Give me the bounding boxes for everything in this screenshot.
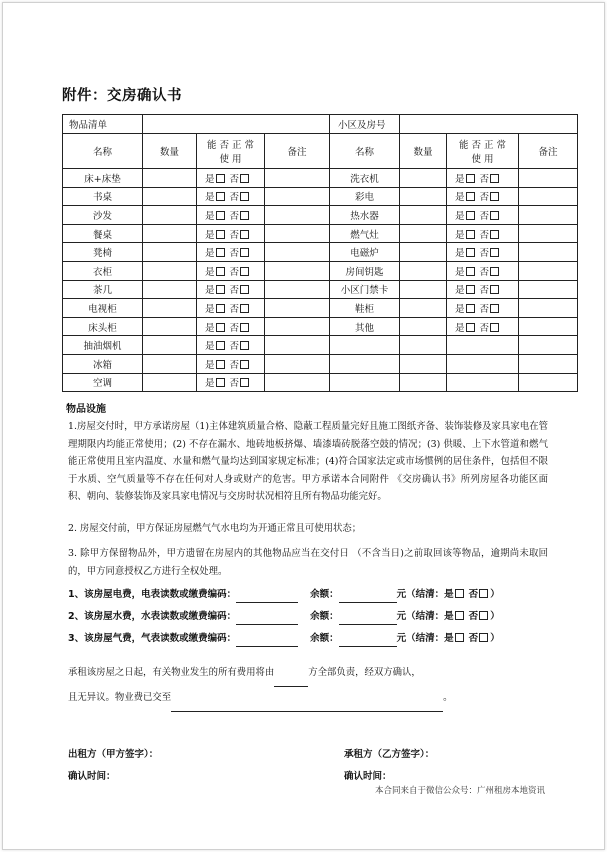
no-label: 否 bbox=[468, 611, 479, 622]
right-usable-5 bbox=[447, 261, 519, 280]
item-name-left: 床头柜 bbox=[63, 317, 143, 336]
yes-checkbox[interactable] bbox=[216, 285, 225, 294]
yes-label: 是 bbox=[455, 322, 465, 334]
item-name-right bbox=[330, 336, 400, 355]
table-row bbox=[63, 280, 578, 299]
right-usable-6 bbox=[447, 280, 519, 299]
remark-right[interactable] bbox=[519, 224, 578, 243]
left-usable-9 bbox=[197, 336, 265, 355]
item-name-right: 房间钥匙 bbox=[330, 261, 400, 280]
header-remark: 备注 bbox=[265, 134, 330, 169]
remark-right[interactable] bbox=[519, 280, 578, 299]
no-label: 否 bbox=[229, 378, 240, 390]
yes-checkbox[interactable] bbox=[455, 633, 464, 642]
table-row bbox=[63, 206, 578, 225]
table-row bbox=[63, 373, 578, 392]
yes-label: 是 bbox=[205, 341, 215, 353]
header-qty: 数量 bbox=[400, 134, 447, 169]
remark-right[interactable] bbox=[519, 317, 578, 336]
table-row bbox=[63, 224, 578, 243]
qty-left[interactable] bbox=[143, 280, 197, 299]
yes-checkbox[interactable] bbox=[216, 192, 225, 201]
yes-checkbox[interactable] bbox=[216, 230, 225, 239]
fee-label: 3、该房屋气费，气表读数或缴费编码： bbox=[68, 633, 237, 644]
yes-checkbox[interactable] bbox=[455, 611, 464, 620]
area-room-value[interactable] bbox=[400, 115, 578, 134]
no-label: 否 bbox=[229, 341, 240, 353]
area-room-label: 小区及房号 bbox=[330, 115, 400, 134]
no-checkbox[interactable] bbox=[479, 589, 488, 598]
no-label: 否 bbox=[229, 322, 240, 334]
section-title: 物品设施 bbox=[66, 404, 106, 415]
left-usable-3 bbox=[197, 224, 265, 243]
no-label: 否 bbox=[479, 266, 490, 278]
table-row bbox=[63, 336, 578, 355]
left-usable-8 bbox=[197, 317, 265, 336]
fee-line bbox=[68, 608, 568, 625]
left-usable-0 bbox=[197, 169, 265, 188]
qty-right[interactable] bbox=[400, 373, 447, 392]
remark-right[interactable] bbox=[519, 336, 578, 355]
no-checkbox[interactable] bbox=[490, 323, 499, 332]
settled-label: 元（结清： bbox=[396, 589, 445, 600]
close-paren: ） bbox=[490, 589, 500, 600]
item-name-right bbox=[330, 354, 400, 373]
no-label: 否 bbox=[229, 210, 240, 222]
remark-left[interactable] bbox=[265, 206, 330, 225]
no-checkbox[interactable] bbox=[240, 267, 249, 276]
yes-checkbox[interactable] bbox=[216, 211, 225, 220]
balance-label: 余额： bbox=[310, 611, 339, 622]
remark-right[interactable] bbox=[519, 187, 578, 206]
item-name-right: 其他 bbox=[330, 317, 400, 336]
qty-left[interactable] bbox=[143, 169, 197, 188]
yes-label: 是 bbox=[205, 192, 215, 204]
settled-label: 元（结清： bbox=[396, 633, 445, 644]
item-name-left: 衣柜 bbox=[63, 261, 143, 280]
no-label: 否 bbox=[229, 229, 240, 241]
yes-label: 是 bbox=[444, 633, 454, 644]
yes-label: 是 bbox=[455, 266, 465, 278]
no-checkbox[interactable] bbox=[240, 174, 249, 183]
no-label: 否 bbox=[479, 192, 490, 204]
meter-reading-field[interactable] bbox=[236, 591, 298, 603]
yes-label: 是 bbox=[205, 248, 215, 260]
remark-left[interactable] bbox=[265, 373, 330, 392]
right-usable-0 bbox=[447, 169, 519, 188]
right-usable-1 bbox=[447, 187, 519, 206]
remark-left[interactable] bbox=[265, 336, 330, 355]
remark-right[interactable] bbox=[519, 261, 578, 280]
remark-left[interactable] bbox=[265, 224, 330, 243]
no-checkbox[interactable] bbox=[479, 611, 488, 620]
item-name-left: 茶几 bbox=[63, 280, 143, 299]
item-name-left: 餐桌 bbox=[63, 224, 143, 243]
no-checkbox[interactable] bbox=[240, 378, 249, 387]
header-qty: 数量 bbox=[143, 134, 197, 169]
fee-label: 1、该房屋电费，电表读数或缴费编码： bbox=[68, 589, 237, 600]
remark-left[interactable] bbox=[265, 187, 330, 206]
yes-checkbox[interactable] bbox=[216, 248, 225, 257]
clause-2: 2. 房屋交付前，甲方保证房屋燃气气水电均为开通正常且可使用状态； bbox=[68, 523, 362, 534]
inventory-table bbox=[62, 114, 578, 392]
qty-left[interactable] bbox=[143, 317, 197, 336]
remark-left[interactable] bbox=[265, 317, 330, 336]
header-name: 名称 bbox=[63, 134, 143, 169]
left-usable-2 bbox=[197, 206, 265, 225]
right-usable-4 bbox=[447, 243, 519, 262]
meter-reading-field[interactable] bbox=[236, 635, 298, 647]
no-checkbox[interactable] bbox=[490, 230, 499, 239]
footer-source: 本合同来自于微信公众号：广州租房本地资讯 bbox=[374, 786, 545, 796]
yes-checkbox[interactable] bbox=[216, 378, 225, 387]
item-name-right: 小区门禁卡 bbox=[330, 280, 400, 299]
no-label: 否 bbox=[229, 359, 240, 371]
header-remark: 备注 bbox=[519, 134, 578, 169]
table-row bbox=[63, 317, 578, 336]
balance-field[interactable] bbox=[339, 613, 397, 625]
qty-right[interactable] bbox=[400, 169, 447, 188]
page-title: 附件：交房确认书 bbox=[62, 88, 182, 104]
item-name-left: 沙发 bbox=[63, 206, 143, 225]
remark-left[interactable] bbox=[265, 169, 330, 188]
settled-label: 元（结清： bbox=[396, 611, 445, 622]
yes-label: 是 bbox=[205, 173, 215, 185]
no-checkbox[interactable] bbox=[490, 192, 499, 201]
qty-right[interactable] bbox=[400, 354, 447, 373]
note-part1: 承租该房屋之日起，有关物业发生的所有费用将由 bbox=[68, 667, 275, 678]
yes-label: 是 bbox=[455, 303, 465, 315]
no-label: 否 bbox=[479, 173, 490, 185]
remark-right[interactable] bbox=[519, 299, 578, 318]
balance-label: 余额： bbox=[310, 633, 339, 644]
no-label: 否 bbox=[229, 192, 240, 204]
yes-label: 是 bbox=[455, 173, 465, 185]
no-label: 否 bbox=[229, 248, 240, 260]
no-label: 否 bbox=[479, 285, 490, 297]
item-name-right bbox=[330, 373, 400, 392]
header-usable bbox=[447, 134, 519, 169]
remark-left[interactable] bbox=[265, 354, 330, 373]
yes-checkbox[interactable] bbox=[466, 267, 475, 276]
yes-checkbox[interactable] bbox=[466, 323, 475, 332]
yes-checkbox[interactable] bbox=[216, 360, 225, 369]
left-usable-7 bbox=[197, 299, 265, 318]
remark-right[interactable] bbox=[519, 169, 578, 188]
right-usable-7 bbox=[447, 299, 519, 318]
yes-label: 是 bbox=[455, 285, 465, 297]
qty-left[interactable] bbox=[143, 354, 197, 373]
yes-checkbox[interactable] bbox=[216, 304, 225, 313]
yes-label: 是 bbox=[205, 285, 215, 297]
close-paren: ） bbox=[490, 611, 500, 622]
qty-right[interactable] bbox=[400, 280, 447, 299]
item-name-right: 彩电 bbox=[330, 187, 400, 206]
left-usable-10 bbox=[197, 354, 265, 373]
clause-3: 3. 除甲方保留物品外，甲方遗留在房屋内的其他物品应当在交付日 （不含当日)之前取回该等物品，逾期尚未取回的，甲方同意授权乙方进行全权处理。 bbox=[68, 548, 548, 577]
remark-left[interactable] bbox=[265, 243, 330, 262]
left-usable-5 bbox=[197, 261, 265, 280]
no-checkbox[interactable] bbox=[490, 174, 499, 183]
table-row bbox=[63, 243, 578, 262]
yes-label: 是 bbox=[205, 266, 215, 278]
qty-left[interactable] bbox=[143, 299, 197, 318]
no-checkbox[interactable] bbox=[240, 304, 249, 313]
yes-label: 是 bbox=[444, 611, 454, 622]
remark-right[interactable] bbox=[519, 243, 578, 262]
yes-checkbox[interactable] bbox=[455, 589, 464, 598]
item-name-right: 电磁炉 bbox=[330, 243, 400, 262]
no-label: 否 bbox=[479, 303, 490, 315]
no-label: 否 bbox=[479, 248, 490, 260]
qty-right[interactable] bbox=[400, 261, 447, 280]
item-name-right: 鞋柜 bbox=[330, 299, 400, 318]
yes-checkbox[interactable] bbox=[466, 211, 475, 220]
lessor-signature-label: 出租方（甲方签字）： bbox=[68, 749, 159, 760]
balance-field[interactable] bbox=[339, 635, 397, 647]
no-checkbox[interactable] bbox=[240, 230, 249, 239]
no-checkbox[interactable] bbox=[240, 360, 249, 369]
no-checkbox[interactable] bbox=[240, 211, 249, 220]
note-part4: 。 bbox=[443, 692, 453, 703]
item-name-left: 电视柜 bbox=[63, 299, 143, 318]
fee-line bbox=[68, 586, 568, 603]
qty-right[interactable] bbox=[400, 243, 447, 262]
no-checkbox[interactable] bbox=[490, 211, 499, 220]
lessor-confirm-time-label: 确认时间： bbox=[68, 771, 116, 782]
left-usable-11 bbox=[197, 373, 265, 392]
no-label: 否 bbox=[468, 633, 479, 644]
item-name-left: 冰箱 bbox=[63, 354, 143, 373]
property-fee-note bbox=[68, 662, 548, 712]
meter-reading-field[interactable] bbox=[236, 613, 298, 625]
no-label: 否 bbox=[229, 173, 240, 185]
qty-right[interactable] bbox=[400, 187, 447, 206]
lessee-confirm-time-label: 确认时间： bbox=[344, 771, 392, 782]
yes-label: 是 bbox=[205, 303, 215, 315]
yes-label: 是 bbox=[455, 229, 465, 241]
qty-right[interactable] bbox=[400, 206, 447, 225]
table-row bbox=[63, 169, 578, 188]
yes-checkbox[interactable] bbox=[216, 174, 225, 183]
yes-label: 是 bbox=[205, 378, 215, 390]
table-row bbox=[63, 187, 578, 206]
yes-label: 是 bbox=[455, 248, 465, 260]
item-name-left: 书桌 bbox=[63, 187, 143, 206]
no-checkbox[interactable] bbox=[490, 285, 499, 294]
inventory-list-label: 物品清单 bbox=[63, 115, 143, 134]
balance-field[interactable] bbox=[339, 591, 397, 603]
right-usable-2 bbox=[447, 206, 519, 225]
right-usable-8 bbox=[447, 317, 519, 336]
remark-right[interactable] bbox=[519, 373, 578, 392]
qty-right[interactable] bbox=[400, 317, 447, 336]
note-part2: 方全部负责，经双方确认， bbox=[308, 667, 421, 678]
no-label: 否 bbox=[468, 589, 479, 600]
yes-checkbox[interactable] bbox=[466, 285, 475, 294]
yes-label: 是 bbox=[444, 589, 454, 600]
qty-right[interactable] bbox=[400, 336, 447, 355]
yes-label: 是 bbox=[455, 192, 465, 204]
responsible-party-field[interactable] bbox=[274, 664, 308, 687]
yes-label: 是 bbox=[455, 210, 465, 222]
remark-left[interactable] bbox=[265, 261, 330, 280]
item-name-right: 洗衣机 bbox=[330, 169, 400, 188]
left-usable-6 bbox=[197, 280, 265, 299]
yes-checkbox[interactable] bbox=[466, 304, 475, 313]
yes-label: 是 bbox=[205, 322, 215, 334]
right-usable-3 bbox=[447, 224, 519, 243]
header-usable-line2: 使 用 bbox=[471, 154, 494, 165]
qty-left[interactable] bbox=[143, 187, 197, 206]
header-usable-line1: 能 否 正 常 bbox=[206, 140, 255, 151]
item-name-left: 凳椅 bbox=[63, 243, 143, 262]
fee-label: 2、该房屋水费，水表读数或缴费编码： bbox=[68, 611, 237, 622]
header-usable bbox=[197, 134, 265, 169]
no-label: 否 bbox=[479, 322, 490, 334]
yes-checkbox[interactable] bbox=[466, 230, 475, 239]
yes-label: 是 bbox=[205, 210, 215, 222]
no-checkbox[interactable] bbox=[479, 633, 488, 642]
header-name: 名称 bbox=[330, 134, 400, 169]
item-name-left: 抽油烟机 bbox=[63, 336, 143, 355]
qty-left[interactable] bbox=[143, 373, 197, 392]
yes-label: 是 bbox=[205, 229, 215, 241]
yes-checkbox[interactable] bbox=[466, 192, 475, 201]
no-checkbox[interactable] bbox=[240, 323, 249, 332]
qty-left[interactable] bbox=[143, 206, 197, 225]
yes-label: 是 bbox=[205, 359, 215, 371]
remark-right[interactable] bbox=[519, 206, 578, 225]
note-part3: 且无异议。物业费已交至 bbox=[68, 692, 172, 703]
clause-1: 1.房屋交付时，甲方承诺房屋（1)主体建筑质量合格、隐蔽工程质量完好且施工图纸齐备、装饰装修及家具家电在管理期限内均能正常使用；(2) 不存在漏水、地砖地板挤爆、墙漆墙砖脱落空鼓的情况；(3) 供暖、上下水管道和燃气能正常使用且室内温度、水量和燃气量均达到国家规定标准；(4)符合国家法定或市场惯例的居住条件，包括但不限于水质、空气质量等不存在任何对人身或财产的危害。甲方承诺本合同附件 《交房确认书》所列房屋各功能区面积、朝向、装修装饰及家具家电情况与交房时状况相符且所有物品功能完好。 bbox=[68, 421, 548, 502]
usable-right-empty[interactable] bbox=[447, 354, 519, 373]
balance-label: 余额： bbox=[310, 589, 339, 600]
qty-left[interactable] bbox=[143, 261, 197, 280]
no-label: 否 bbox=[229, 285, 240, 297]
lessee-signature-label: 承租方（乙方签字）： bbox=[344, 749, 435, 760]
qty-right[interactable] bbox=[400, 299, 447, 318]
yes-checkbox[interactable] bbox=[466, 174, 475, 183]
qty-left[interactable] bbox=[143, 224, 197, 243]
qty-left[interactable] bbox=[143, 336, 197, 355]
close-paren: ） bbox=[490, 633, 500, 644]
no-label: 否 bbox=[479, 210, 490, 222]
table-row bbox=[63, 261, 578, 280]
qty-right[interactable] bbox=[400, 224, 447, 243]
no-checkbox[interactable] bbox=[240, 192, 249, 201]
yes-checkbox[interactable] bbox=[216, 341, 225, 350]
no-label: 否 bbox=[479, 229, 490, 241]
no-checkbox[interactable] bbox=[240, 248, 249, 257]
inventory-list-value[interactable] bbox=[143, 115, 330, 134]
item-name-left: 空调 bbox=[63, 373, 143, 392]
usable-right-empty[interactable] bbox=[447, 336, 519, 355]
item-name-right: 热水器 bbox=[330, 206, 400, 225]
remark-right[interactable] bbox=[519, 354, 578, 373]
left-usable-1 bbox=[197, 187, 265, 206]
header-usable-line2: 使 用 bbox=[219, 154, 242, 165]
item-name-left: 床+床垫 bbox=[63, 169, 143, 188]
usable-right-empty[interactable] bbox=[447, 373, 519, 392]
item-name-right: 燃气灶 bbox=[330, 224, 400, 243]
no-checkbox[interactable] bbox=[240, 341, 249, 350]
no-checkbox[interactable] bbox=[240, 285, 249, 294]
property-fee-paid-until-field[interactable] bbox=[171, 689, 443, 712]
no-checkbox[interactable] bbox=[490, 248, 499, 257]
no-checkbox[interactable] bbox=[490, 304, 499, 313]
table-row bbox=[63, 299, 578, 318]
yes-checkbox[interactable] bbox=[216, 323, 225, 332]
qty-left[interactable] bbox=[143, 243, 197, 262]
left-usable-4 bbox=[197, 243, 265, 262]
no-checkbox[interactable] bbox=[490, 267, 499, 276]
remark-left[interactable] bbox=[265, 299, 330, 318]
no-label: 否 bbox=[229, 303, 240, 315]
table-row bbox=[63, 354, 578, 373]
yes-checkbox[interactable] bbox=[466, 248, 475, 257]
yes-checkbox[interactable] bbox=[216, 267, 225, 276]
header-usable-line1: 能 否 正 常 bbox=[458, 140, 507, 151]
no-label: 否 bbox=[229, 266, 240, 278]
fee-line bbox=[68, 630, 568, 647]
remark-left[interactable] bbox=[265, 280, 330, 299]
